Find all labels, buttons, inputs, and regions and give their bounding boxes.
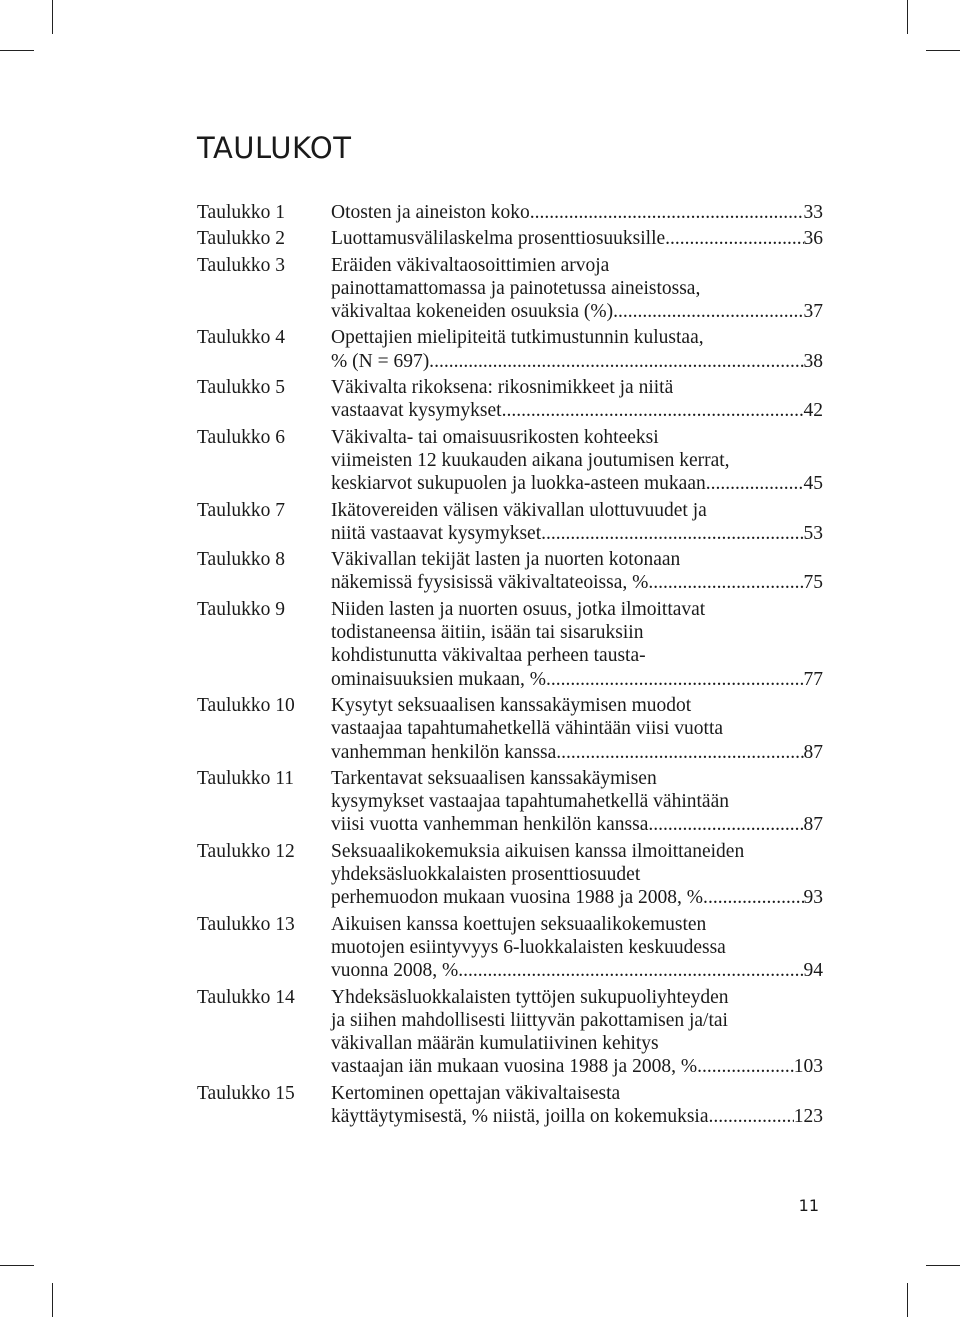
entry-label: Taulukko 8 [197,549,285,571]
crop-mark [52,0,53,34]
entry-label: Taulukko 4 [197,327,285,349]
toc-entry[interactable] [197,913,823,983]
entry-label: Taulukko 9 [197,598,285,620]
toc-entry[interactable] [197,499,823,546]
toc-entry[interactable] [197,254,823,324]
entry-title [331,767,823,837]
crop-mark [0,1265,34,1266]
entry-page-number: 94 [803,960,823,982]
entry-page-number: 36 [803,228,823,250]
entry-title [331,426,823,496]
entry-title-line: viisi vuotta vanhemman henkilön kanssa. [331,814,654,836]
toc-entry[interactable] [197,694,823,764]
toc-entry[interactable] [197,1082,823,1129]
entry-title [331,548,823,595]
entry-title-line: perhemuodon mukaan vuosina 1988 ja 2008, %. [331,887,708,909]
dot-leader [713,1105,793,1128]
entry-label: Taulukko 2 [197,228,285,250]
entry-page-number: 123 [793,1105,823,1127]
entry-title [331,326,823,373]
entry-title [331,254,823,324]
entry-title-line: vastaavat kysymykset. [331,400,507,422]
entry-label: Taulukko 3 [197,254,285,276]
entry-title-line: Luottamusvälilaskelma prosenttiosuuksille. [331,228,671,250]
entry-title-line: vanhemman henkilön kanssa. [331,741,562,763]
toc-entry[interactable] [197,767,823,837]
entry-page-number: 38 [803,350,823,372]
entry-label: Taulukko 5 [197,377,285,399]
crop-mark [926,50,960,51]
entry-title-line: Tarkentavat seksuaalisen kanssakäymisen [331,767,657,789]
entry-title-line: Aikuisen kanssa koettujen seksuaalikokemusten [331,913,707,935]
entry-title-line: Kysytyt seksuaalisen kanssakäymisen muodot [331,694,692,716]
entry-title [331,227,823,250]
entry-title-line: Ikätovereiden välisen väkivallan ulottuvuudet ja [331,499,707,521]
dot-leader [653,813,803,836]
dot-leader [506,399,803,422]
entry-title [331,598,823,691]
dot-leader [551,668,804,691]
crop-mark [907,1283,908,1317]
entry-title [331,201,823,224]
entry-title-line: Väkivallan tekijät lasten ja nuorten kotonaan [331,549,681,571]
entry-title-line: väkivaltaa kokeneiden osuuksia (%). [331,301,618,323]
entry-title-line: ominaisuuksien mukaan, %. [331,668,551,690]
entry-title-line: todistaneensa äitiin, isään tai sisaruksiin [331,622,644,644]
entry-page-number: 103 [793,1056,823,1078]
entry-title-line: Väkivalta rikoksena: rikosnimikkeet ja niitä [331,377,674,399]
entry-title [331,694,823,764]
entry-title-line: käyttäytymisestä, % niistä, joilla on kokemuksia. [331,1105,714,1127]
entry-page-number: 42 [803,400,823,422]
crop-mark [0,50,34,51]
dot-leader [653,571,803,594]
dot-leader [463,959,803,982]
entry-page-number: 45 [803,473,823,495]
entry-title-line: kysymykset vastaajaa tapahtumahetkellä vähintään [331,791,729,813]
toc-entry[interactable] [197,326,823,373]
entry-title-line: vastaajan iän mukaan vuosina 1988 ja 2008, %. [331,1056,702,1078]
entry-title-line: vastaajaa tapahtumahetkellä vähintään viisi vuotta [331,718,724,740]
dot-leader [618,300,804,323]
entry-title-line: näkemissä fyysisissä väkivaltateoissa, %. [331,572,654,594]
page-title: TAULUKOT [197,131,352,165]
entry-title-line: painottamattomassa ja painotetussa aineistossa, [331,277,701,299]
entry-title-line: muotojen esiintyvyys 6-luokkalaisten keskuudessa [331,936,726,958]
entry-page-number: 75 [803,572,823,594]
entry-page-number: 87 [803,814,823,836]
dot-leader [708,886,804,909]
toc-entry[interactable] [197,598,823,691]
entry-label: Taulukko 1 [197,202,285,223]
entry-title-line: yhdeksäsluokkalaisten prosenttiosuudet [331,864,641,886]
dot-leader [546,522,804,545]
crop-mark [926,1265,960,1266]
entry-title-line: viimeisten 12 kuukauden aikana joutumisen kerrat, [331,449,730,471]
dot-leader [711,472,804,495]
page-number: 11 [798,1196,819,1215]
entry-title-line: Seksuaalikokemuksia aikuisen kanssa ilmoittaneiden [331,840,745,862]
entry-title-line: vuonna 2008, %. [331,960,464,982]
entry-label: Taulukko 15 [197,1082,295,1104]
entry-page-number: 93 [803,887,823,909]
crop-mark [52,1283,53,1317]
entry-title-line: väkivallan määrän kumulatiivinen kehitys [331,1033,659,1055]
entry-title-line: Kertominen opettajan väkivaltaisesta [331,1082,621,1104]
entry-label: Taulukko 11 [197,767,295,789]
entry-title [331,499,823,546]
entry-title [331,840,823,910]
dot-leader [561,741,803,764]
toc-entry[interactable] [197,840,823,910]
entry-page-number: 87 [803,741,823,763]
entry-label: Taulukko 13 [197,913,295,935]
entry-label: Taulukko 14 [197,986,295,1008]
entry-title-line: % (N = 697). [331,350,435,372]
toc-entry[interactable] [197,201,823,224]
entry-page-number: 77 [803,668,823,690]
dot-leader [535,201,804,224]
entry-title-line: Niiden lasten ja nuorten osuus, jotka ilmoittavat [331,598,706,620]
entry-title-line: keskiarvot sukupuolen ja luokka-asteen mukaan. [331,473,711,495]
entry-page-number: 33 [803,202,823,223]
dot-leader [702,1055,794,1078]
entry-page-number: 53 [803,522,823,544]
entry-title-line: Otosten ja aineiston koko. [331,202,535,223]
entry-title-line: Yhdeksäsluokkalaisten tyttöjen sukupuoliyhteyden [331,986,729,1008]
entry-title [331,376,823,423]
entry-title-line: Eräiden väkivaltaosoittimien arvoja [331,254,610,276]
dot-leader [434,350,803,373]
entry-title [331,986,823,1079]
table-list [197,201,823,1131]
entry-title-line: kohdistunutta väkivaltaa perheen tausta- [331,645,646,667]
entry-page-number: 37 [803,301,823,323]
dot-leader [670,227,803,250]
entry-title-line: niitä vastaavat kysymykset. [331,522,546,544]
entry-title [331,913,823,983]
entry-label: Taulukko 6 [197,426,285,448]
entry-label: Taulukko 7 [197,499,285,521]
entry-title-line: Väkivalta- tai omaisuusrikosten kohteeksi [331,426,659,448]
entry-title [331,1082,823,1129]
toc-entry[interactable] [197,426,823,496]
crop-mark [907,0,908,34]
entry-title-line: ja siihen mahdollisesti liittyvän pakottamisen ja/tai [331,1009,728,1031]
toc-entry[interactable] [197,986,823,1079]
toc-entry[interactable] [197,548,823,595]
entry-label: Taulukko 12 [197,840,295,862]
entry-label: Taulukko 10 [197,694,295,716]
entry-title-line: Opettajien mielipiteitä tutkimustunnin kulustaa, [331,327,704,349]
toc-entry[interactable] [197,227,823,250]
toc-entry[interactable] [197,376,823,423]
